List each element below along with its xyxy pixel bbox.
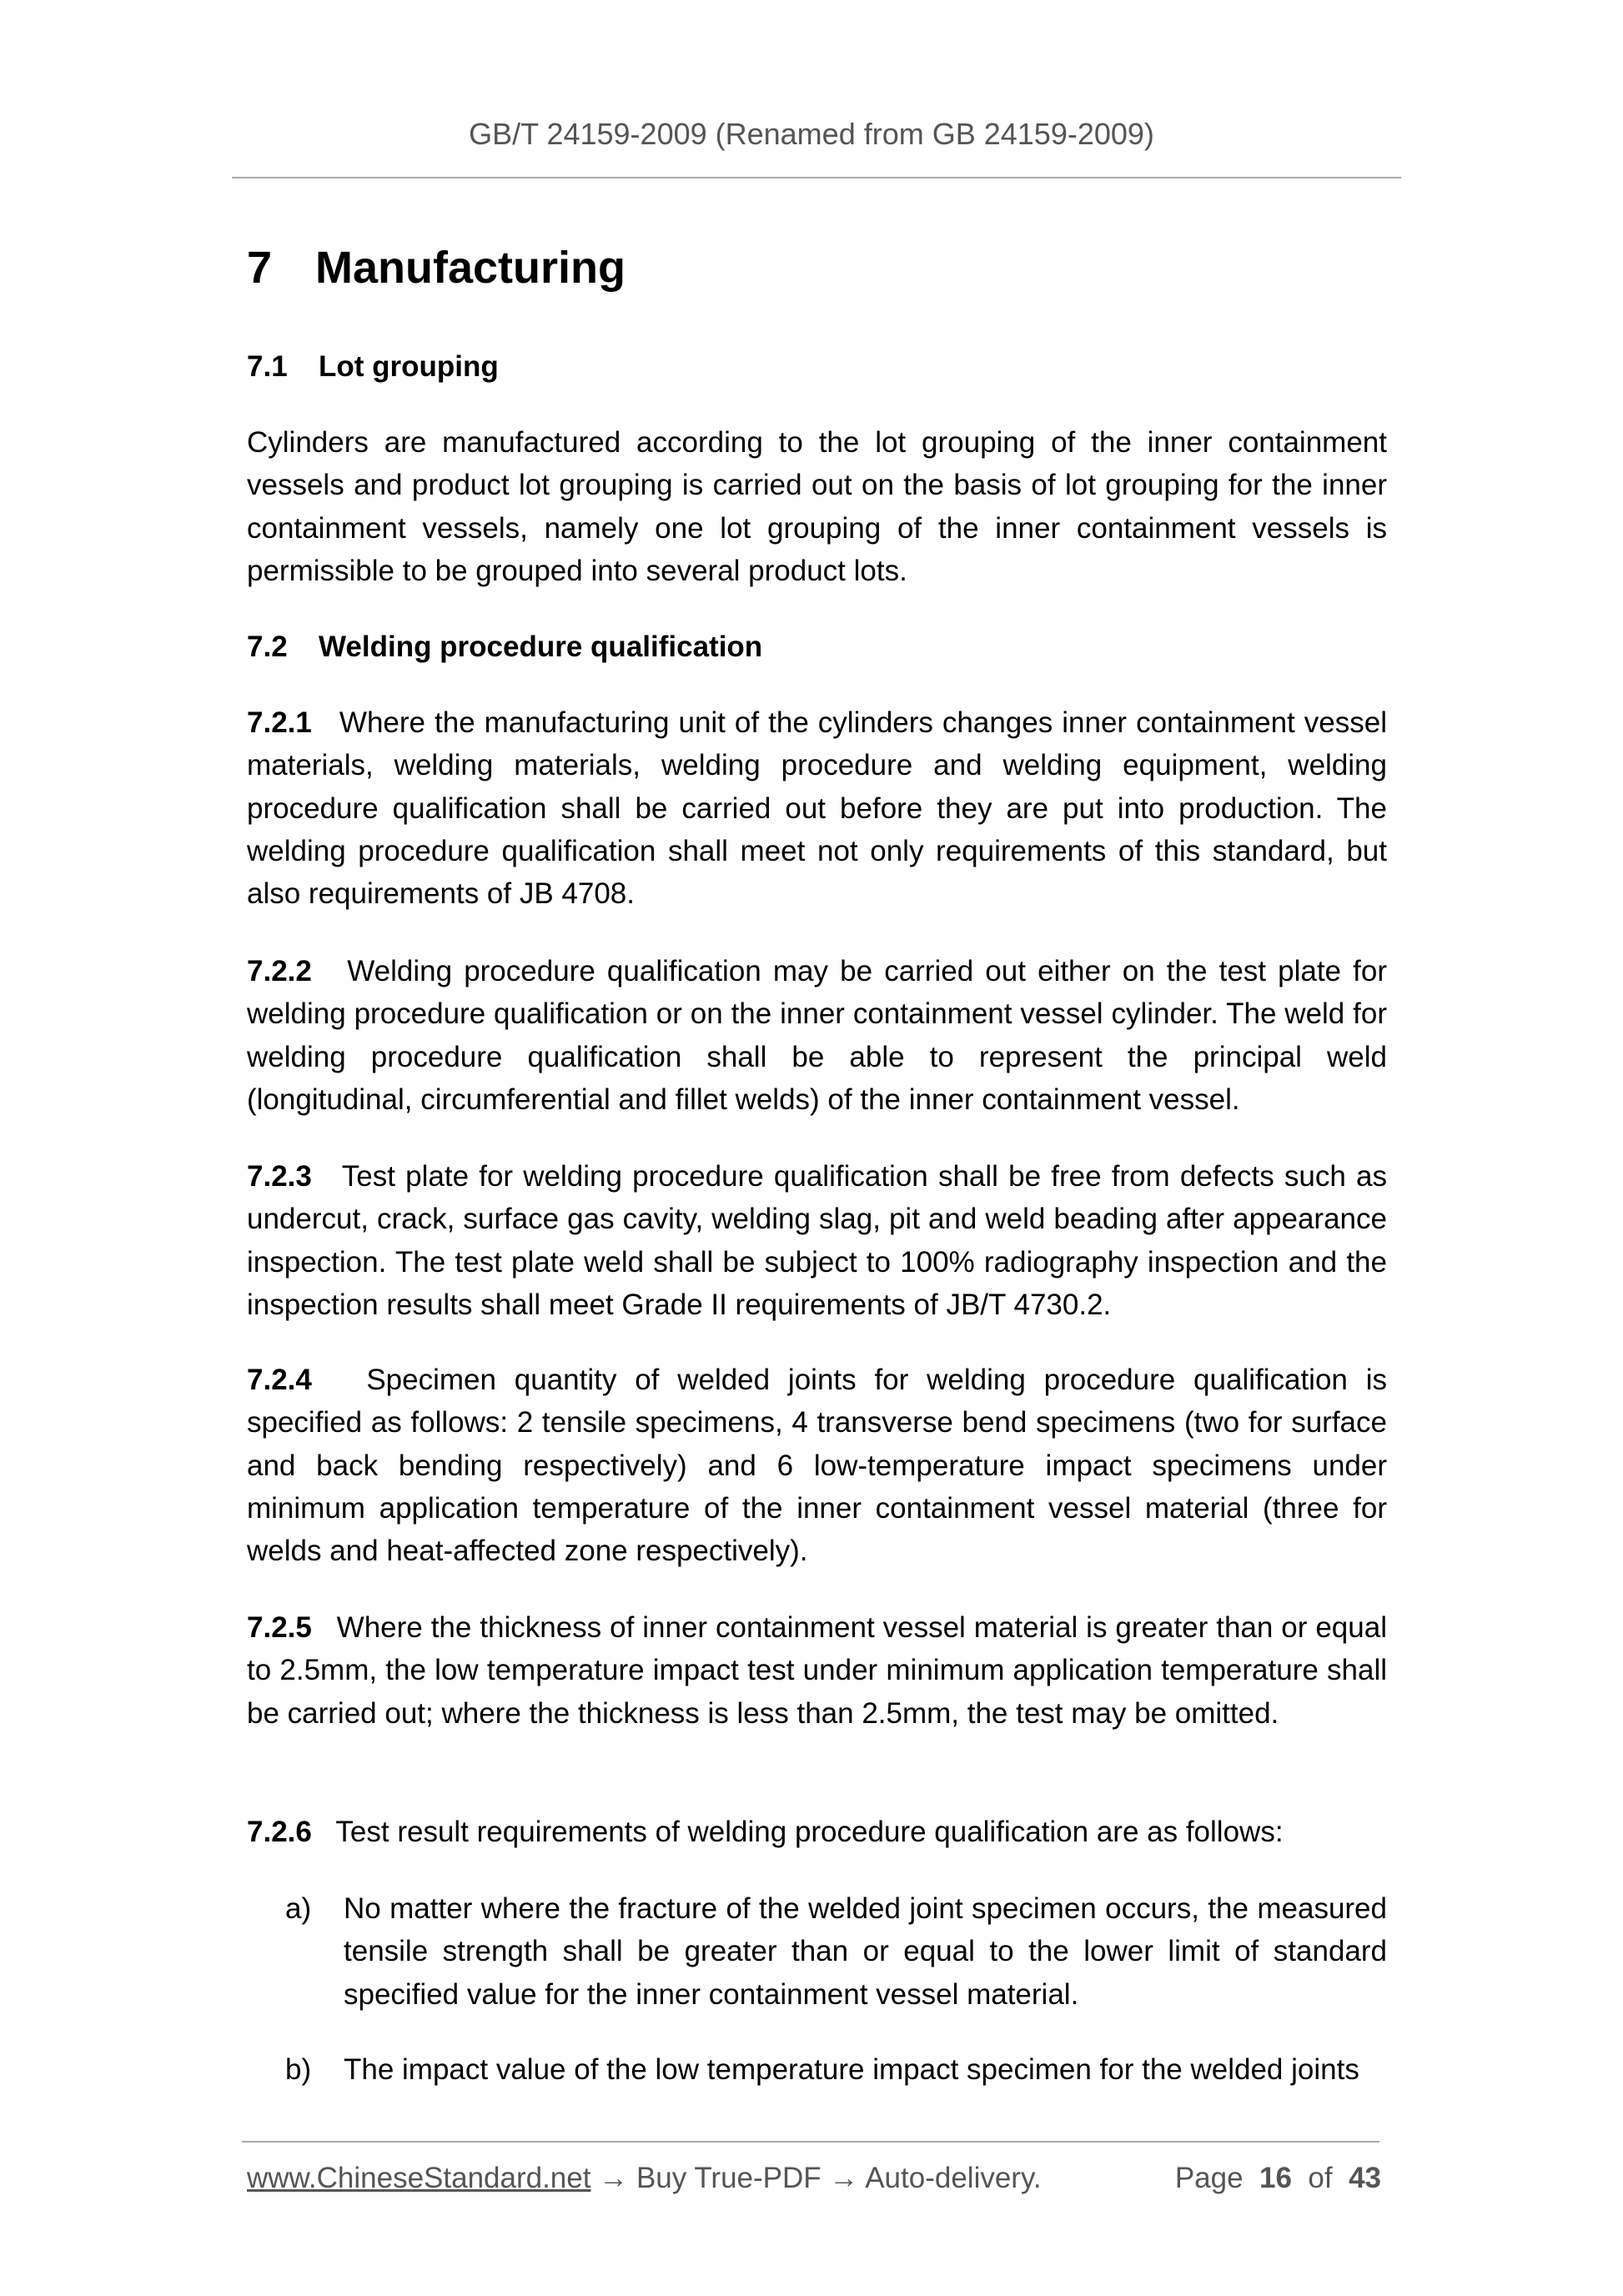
section-heading [247,242,626,294]
clause-text: Specimen quantity of welded joints for welding procedure qualification is specified as follows: 2 tensile specimens, 4 transverse bend specimens (two for surface and back bending respectively) and 6 low-temperature impact specimens under minimum application temperature of the inner containment vessel material (three for welds and heat-affected zone respectively). [247,1364,1387,1568]
current-page: 16 [1259,2162,1292,2194]
page-number [1175,2162,1381,2195]
list-marker: b) [285,2053,312,2086]
subsection-title: Welding procedure qualification [319,631,763,663]
list-item [285,2048,1387,2091]
subsection-number: 7.2 [247,631,288,663]
clause-number: 7.2.5 [247,1611,312,1644]
subsection-heading-7-2 [247,631,762,664]
clause-text: Where the thickness of inner containment vessel material is greater than or equal to 2.5mm, the low temperature impact test under minimum application temperature shall be carried out; where the thickness is less than 2.5mm, the test may be omitted. [247,1611,1387,1730]
clause-text: Test plate for welding procedure qualification shall be free from defects such as undercut, crack, surface gas cavity, welding slag, pit and weld beading after appearance inspection. The test plate weld shall be subject to 100% radiography inspection and the inspection results shall meet Grade II requirements of JB/T 4730.2. [247,1160,1387,1321]
clause-number: 7.2.2 [247,955,312,987]
delivery-text: Auto-delivery. [865,2162,1042,2194]
clause-number: 7.2.6 [247,1816,312,1848]
subsection-number: 7.1 [247,350,288,383]
clause-7-2-2 [247,950,1387,1121]
website-link[interactable]: www.ChineseStandard.net [247,2162,591,2194]
clause-number: 7.2.4 [247,1364,312,1396]
subsection-title: Lot grouping [319,350,499,383]
list-item [285,1887,1387,2016]
of-label: of [1308,2162,1333,2194]
list-text: The impact value of the low temperature impact specimen for the welded joints [344,2053,1359,2086]
clause-text: Welding procedure qualification may be carried out either on the test plate for welding procedure qualification or on the inner containment vessel cylinder. The weld for welding procedure qualification shall be able to represent the principal weld (longitudinal, circumferential and fillet welds) of the inner containment vessel. [247,955,1387,1116]
header-divider [232,177,1401,178]
list-marker: a) [285,1892,312,1925]
page-label: Page [1174,2162,1244,2194]
clause-7-2-1 [247,701,1387,915]
section-number: 7 [247,243,273,293]
subsection-heading-7-1 [247,350,499,384]
clause-text: Where the manufacturing unit of the cylinders changes inner containment vessel materials, welding materials, welding procedure and welding equipment, welding procedure qualification shall be carried out before they are put into production. The welding procedure qualification shall meet not only requirements of this standard, but also requirements of JB 4708. [247,706,1387,911]
clause-number: 7.2.1 [247,706,312,739]
section-title: Manufacturing [315,243,626,293]
arrow-icon: → [599,2162,629,2194]
page-header: GB/T 24159-2009 (Renamed from GB 24159-2009) [469,117,1154,151]
clause-number: 7.2.3 [247,1160,312,1193]
clause-7-2-6 [247,1811,1387,1853]
page-footer [247,2162,1381,2195]
paragraph-7-1: Cylinders are manufactured according to the lot grouping of the inner containment vessels and product lot grouping is carried out on the basis of lot grouping for the inner containment vessels, namely one lot grouping of the inner containment vessels is permissible to be grouped into several product lots. [247,426,1387,587]
footer-divider [242,2141,1379,2143]
clause-7-2-5 [247,1606,1387,1735]
clause-text: Test result requirements of welding procedure qualification are as follows: [335,1816,1284,1848]
clause-7-2-4 [247,1359,1387,1572]
clause-7-2-3 [247,1155,1387,1326]
buy-text: Buy True-PDF [636,2162,822,2194]
arrow-icon: → [829,2162,859,2194]
total-pages: 43 [1349,2162,1381,2194]
list-text: No matter where the fracture of the welded joint specimen occurs, the measured tensile strength shall be greater than or equal to the lower limit of standard specified value for the inner containment vessel material. [344,1892,1387,2011]
